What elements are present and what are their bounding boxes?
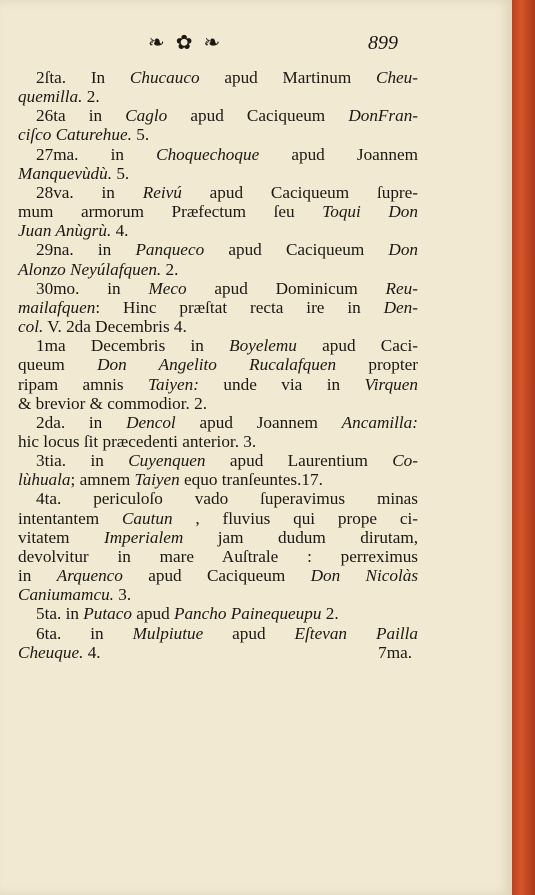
- italic-run: Mulpiutue: [132, 623, 204, 643]
- italic-run: Putaco: [83, 604, 132, 624]
- entry-1: [18, 68, 418, 106]
- text-line: [18, 528, 418, 547]
- text-run: 2da. in: [36, 412, 127, 432]
- italic-run: Reu-: [385, 278, 418, 298]
- text-line: [18, 604, 418, 623]
- text-run: apud: [131, 604, 174, 624]
- text-run: 3tia. in: [36, 451, 129, 471]
- italic-run: Cheu-: [376, 68, 419, 87]
- text-run: apud: [203, 623, 295, 643]
- text-line: [18, 336, 418, 355]
- header-ornament: ❧ ✿ ❧: [148, 32, 224, 54]
- entry-9: [18, 451, 418, 489]
- italic-run: Reivú: [142, 182, 182, 202]
- text-run: queum: [18, 355, 98, 375]
- text-line: [18, 164, 418, 183]
- text-run: 2.: [161, 259, 179, 279]
- italic-run: Meco: [148, 278, 187, 298]
- text-run: apud Joannem: [259, 144, 418, 164]
- italic-run: Cheuque.: [18, 642, 84, 662]
- text-line: [18, 221, 418, 240]
- italic-run: Juan Anùgrù.: [18, 221, 112, 241]
- italic-run: Manquevùdù.: [18, 163, 113, 183]
- italic-run: Caglo: [125, 106, 168, 126]
- text-run: apud Dominicum: [186, 278, 386, 298]
- italic-run: Co-: [392, 451, 418, 471]
- text-line: [18, 145, 418, 164]
- text-run: apud Caciqueum: [204, 240, 389, 260]
- text-line: [18, 106, 418, 125]
- text-run: apud Caciqueum: [167, 106, 349, 126]
- italic-run: lùhuala: [18, 470, 71, 490]
- text-run: propter: [336, 355, 418, 375]
- entry-2: [18, 106, 418, 144]
- italic-run: Dencol: [126, 412, 176, 432]
- text-line: [18, 624, 418, 643]
- text-line: [18, 489, 418, 508]
- entry-6: [18, 279, 418, 336]
- text-run: apud Caciqueum: [122, 566, 311, 586]
- italic-run: col.: [18, 317, 44, 337]
- text-line: [18, 451, 418, 470]
- italic-run: Boyelemu: [229, 336, 297, 356]
- italic-run: Don Angelito Rucalafquen: [97, 355, 337, 375]
- text-run: , fluvius qui prope ci-: [172, 508, 418, 528]
- italic-run: Toqui Don: [322, 202, 418, 222]
- text-line: [18, 68, 418, 87]
- text-run: 5ta. in: [36, 604, 84, 624]
- italic-run: Alonzo Neyúlafquen.: [18, 259, 162, 279]
- text-line: [18, 298, 418, 317]
- italic-run: Panqueco: [135, 240, 205, 260]
- italic-run: Imperialem: [104, 527, 184, 547]
- page-number: 899: [368, 32, 398, 54]
- italic-run: Eſtevan Pailla: [294, 623, 418, 643]
- italic-run: Chucauco: [129, 68, 200, 87]
- text-run: V. 2da Decembris 4.: [43, 317, 187, 337]
- text-run: mum armorum Præfectum ſeu: [18, 202, 323, 222]
- text-run: 1ma Decembris in: [36, 336, 230, 356]
- text-line: [18, 432, 418, 451]
- text-run: 4ta. periculoſo vado ſuperavimus minas: [36, 489, 418, 509]
- text-line: [18, 87, 418, 106]
- page-edge: [512, 0, 535, 895]
- text-run: apud Martinum: [199, 68, 376, 87]
- text-run: 29na. in: [36, 240, 136, 260]
- text-run: equo tranſeuntes.17.: [179, 470, 323, 490]
- text-line: [18, 585, 418, 604]
- entry-8: [18, 413, 418, 451]
- entry-4: [18, 183, 418, 240]
- text-line: [18, 566, 418, 585]
- text-run: apud Caci-: [296, 336, 418, 356]
- italic-run: Virquen: [364, 374, 418, 394]
- text-line: [18, 183, 418, 202]
- text-line: [18, 240, 418, 259]
- italic-run: quemilla.: [18, 87, 83, 107]
- text-run: 30mo. in: [36, 278, 149, 298]
- text-run: 28va. in: [36, 182, 143, 202]
- text-run: apud Caciqueum ſupre-: [181, 182, 418, 202]
- text-run: vitatem: [18, 527, 105, 547]
- text-run: 5.: [131, 125, 150, 145]
- text-line: [18, 202, 418, 221]
- italic-run: Caniumamcu.: [18, 585, 114, 605]
- text-line: [18, 643, 418, 662]
- italic-run: ciſco Caturehue.: [18, 125, 132, 145]
- text-run: 2.: [82, 87, 100, 107]
- entry-7: [18, 336, 418, 413]
- text-line: [18, 394, 418, 413]
- text-run: ; amnem: [70, 470, 135, 490]
- body-text: [18, 68, 418, 662]
- text-line: [18, 317, 418, 336]
- text-run: intentantem: [18, 508, 122, 528]
- entry-5: [18, 240, 418, 278]
- text-run: apud Joannem: [175, 412, 342, 432]
- italic-run: Arquenco: [56, 566, 123, 586]
- text-run: ripam amnis: [18, 374, 149, 394]
- text-line: [18, 643, 101, 662]
- text-line: [18, 260, 418, 279]
- text-run: 2.: [321, 604, 339, 624]
- italic-run: mailafquen: [18, 297, 96, 317]
- text-run: jam dudum dirutam,: [183, 527, 418, 547]
- italic-run: Cautun: [121, 508, 173, 528]
- text-run: 6ta. in: [36, 623, 133, 643]
- catchword: 7ma.: [378, 642, 412, 662]
- italic-run: Ancamilla:: [341, 412, 418, 432]
- italic-run: Pancho Painequeupu: [173, 604, 322, 624]
- text-run: devolvitur in mare Auſtrale : perreximus: [18, 546, 418, 566]
- text-run: 5.: [112, 163, 130, 183]
- italic-run: Taiyen:: [148, 374, 199, 394]
- text-line: [18, 279, 418, 298]
- text-run: & brevior & commodior. 2.: [18, 393, 208, 413]
- text-line: [18, 547, 418, 566]
- text-run: 26ta in: [36, 106, 126, 126]
- text-line: [18, 375, 418, 394]
- italic-run: DonFran-: [348, 106, 419, 126]
- entry-10: [18, 489, 418, 604]
- text-run: apud Laurentium: [205, 451, 393, 471]
- italic-run: Taiyen: [134, 470, 180, 490]
- text-run: in: [18, 566, 57, 586]
- entry-11: [18, 604, 418, 623]
- page-header: [0, 30, 512, 56]
- italic-run: Don: [388, 240, 419, 260]
- text-run: 4.: [83, 642, 101, 662]
- text-line: [18, 355, 418, 374]
- text-run: : Hinc præſtat recta ire in: [95, 297, 384, 317]
- italic-run: Den-: [383, 297, 418, 317]
- text-run: unde via in: [198, 374, 365, 394]
- text-line: [18, 413, 418, 432]
- italic-run: Don Nicolàs: [310, 566, 419, 586]
- text-run: 3.: [113, 585, 132, 605]
- text-line: [18, 509, 418, 528]
- text-line: [18, 470, 418, 489]
- text-line: [18, 125, 418, 144]
- text-run: 27ma. in: [36, 144, 157, 164]
- italic-run: Cuyenquen: [128, 451, 206, 471]
- entry-3: [18, 145, 418, 183]
- text-run: 2ſta. In: [36, 68, 130, 87]
- text-run: hic locus ſit præcedenti anterior. 3.: [18, 431, 257, 451]
- italic-run: Choquechoque: [156, 144, 260, 164]
- text-run: 4.: [111, 221, 129, 241]
- entry-12: [18, 624, 418, 662]
